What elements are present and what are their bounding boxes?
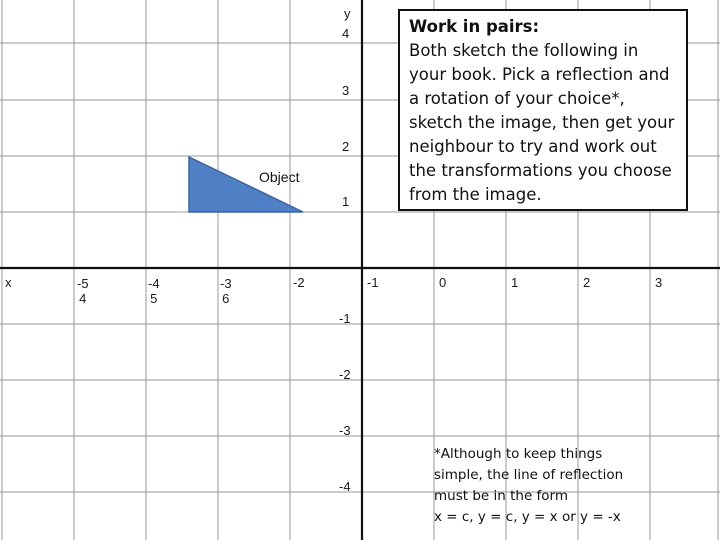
x-tick-label: 3 — [655, 275, 663, 290]
instruction-text: Both sketch the following in your book. Pick a reflection and a rotation of your choice*, sketch the image, then get your neighbour to try and work out the transformations you choose from the image. — [409, 41, 675, 204]
x-tick-label: -2 — [293, 275, 305, 290]
object-label: Object — [259, 169, 300, 185]
y-axis-label: y — [344, 6, 351, 21]
x-tick-label: 1 — [511, 275, 519, 290]
x-tick-value: -3 — [220, 276, 232, 291]
x-tick-value: -4 — [148, 276, 160, 291]
x-tick-label — [77, 276, 89, 306]
x-tick-label: 0 — [439, 275, 447, 290]
instruction-box — [398, 9, 688, 211]
x-tick-label — [148, 276, 160, 306]
y-tick-label: 4 — [342, 26, 350, 41]
x-tick-label — [220, 276, 232, 306]
y-tick-label: -4 — [339, 479, 351, 494]
note-line: x = c, y = c, y = x or y = -x — [434, 509, 621, 525]
y-tick-label: -3 — [339, 423, 351, 438]
note-line: must be in the form — [434, 488, 569, 504]
y-tick-label: -1 — [339, 311, 351, 326]
x-tick-value: -5 — [77, 276, 89, 291]
x-tick-label: -1 — [367, 275, 379, 290]
x-tick-value-second: 6 — [222, 291, 230, 306]
note-line: simple, the line of reflection — [434, 467, 624, 483]
instruction-title: Work in pairs: — [409, 17, 540, 36]
x-axis-label: x — [5, 275, 12, 290]
y-tick-label: 1 — [342, 194, 350, 209]
reflection-note — [434, 444, 654, 528]
note-line: *Although to keep things — [434, 446, 603, 462]
x-tick-value-second: 5 — [150, 291, 158, 306]
x-tick-label: 2 — [583, 275, 591, 290]
y-tick-label: -2 — [339, 367, 351, 382]
x-tick-value-second: 4 — [79, 291, 87, 306]
y-tick-label: 2 — [342, 139, 350, 154]
y-tick-label: 3 — [342, 83, 350, 98]
